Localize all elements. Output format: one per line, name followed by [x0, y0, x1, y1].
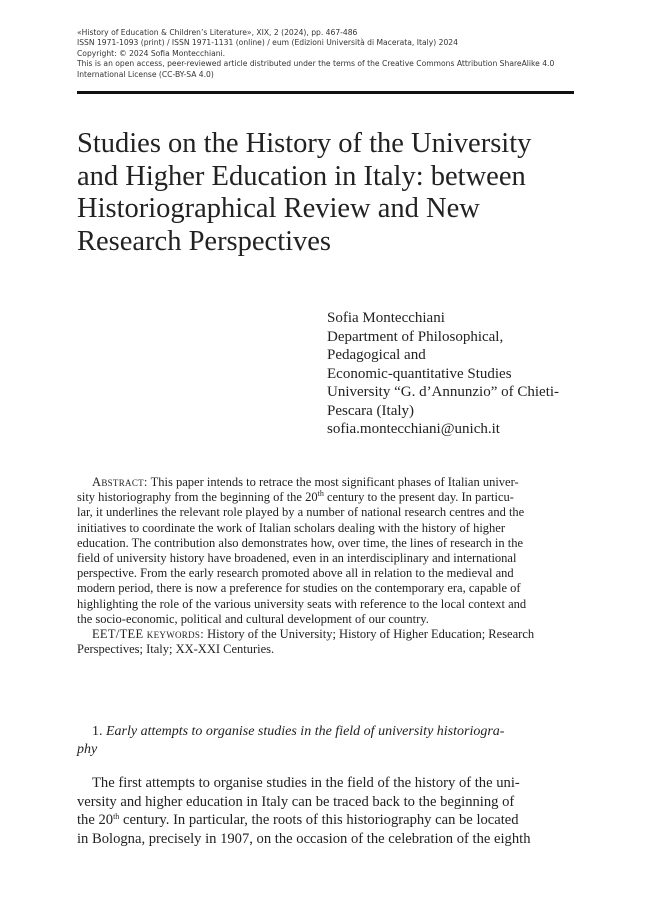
body-text — [77, 774, 574, 848]
abstract-line: Abstract: This paper intends to retrace the most significant phases of Italian univer- — [92, 475, 519, 489]
title-line: and Higher Education in Italy: between — [77, 160, 526, 192]
author-block — [327, 309, 587, 439]
header-issn: ISSN 1971-1093 (print) / ISSN 1971-1131 (online) / eum (Edizioni Università di Macerata, Italy) 2024 — [77, 38, 458, 48]
keywords-line: EET/TEE keywords: History of the University; History of Higher Education; Research — [92, 627, 535, 642]
author-affiliation: Pedagogical and — [327, 347, 426, 363]
keywords-label: EET/TEE keywords: — [92, 627, 204, 642]
author-affiliation: Pescara (Italy) — [327, 402, 415, 419]
header-copyright: Copyright: © 2024 Sofia Montecchiani. — [77, 48, 226, 58]
body-line: in Bologna, precisely in 1907, on the occasion of the celebration of the eighth — [77, 830, 531, 847]
section-heading-line: 1. Early attempts to organise studies in the field of university historiogra- — [92, 724, 505, 739]
author-affiliation: Department of Philosophical, — [327, 328, 504, 345]
article-title — [77, 128, 577, 258]
abstract-line: modern period, there is now a preference for studies on the contemporary era, capable of — [77, 581, 521, 596]
abstract-line: sity historiography from the beginning of the 20th century to the present day. In particu- — [77, 489, 514, 505]
title-line: Research Perspectives — [77, 225, 332, 257]
title-line: Studies on the History of the University — [77, 128, 532, 159]
abstract-line: the socio-economic, political and cultural development of our country. — [77, 611, 429, 626]
author-name: Sofia Montecchiani — [327, 310, 445, 326]
section-heading — [77, 723, 577, 759]
abstract-line: highlighting the role of the various university seats with reference to the local context and — [77, 596, 527, 611]
body-line: The first attempts to organise studies in the field of the history of the uni- — [92, 775, 520, 791]
author-affiliation: Economic-quantitative Studies — [327, 365, 512, 382]
section-heading-line: phy — [77, 742, 98, 757]
body-line: the 20th century. In particular, the roots of this historiography can be located — [77, 812, 519, 828]
abstract-label: Abstract: — [92, 475, 148, 489]
abstract-line: perspective. From the early research promoted above all in relation to the medieval and — [77, 566, 514, 581]
header-license-2: International License (CC-BY-SA 4.0) — [77, 69, 214, 79]
title-line: Historiographical Review and New — [77, 193, 480, 224]
section-number: 1. — [92, 724, 103, 739]
abstract-line: education. The contribution also demonstrates how, over time, the lines of research in the — [77, 535, 524, 550]
abstract — [77, 475, 574, 657]
author-affiliation: University “G. d’Annunzio” of Chieti- — [327, 384, 560, 400]
author-email[interactable]: sofia.montecchiani@unich.it — [327, 421, 500, 437]
body-line: versity and higher education in Italy can be traced back to the beginning of — [77, 793, 515, 810]
abstract-line: initiatives to coordinate the work of Italian scholars dealing with the history of higher — [77, 520, 506, 535]
header-license-1: This is an open access, peer-reviewed article distributed under the terms of the Creative Commons Attribution ShareAlike 4.0 — [77, 59, 555, 69]
abstract-line: lar, it underlines the relevant role played by a number of national research centres and the — [77, 505, 525, 520]
abstract-line: field of university history have broadened, even in an interdisciplinary and international — [77, 551, 517, 566]
journal-header — [77, 28, 577, 80]
keywords-line: Perspectives; Italy; XX-XXI Centuries. — [77, 642, 275, 657]
header-citation: «History of Education & Children’s Literature», XIX, 2 (2024), pp. 467-486 — [77, 28, 358, 37]
header-divider — [77, 91, 574, 94]
